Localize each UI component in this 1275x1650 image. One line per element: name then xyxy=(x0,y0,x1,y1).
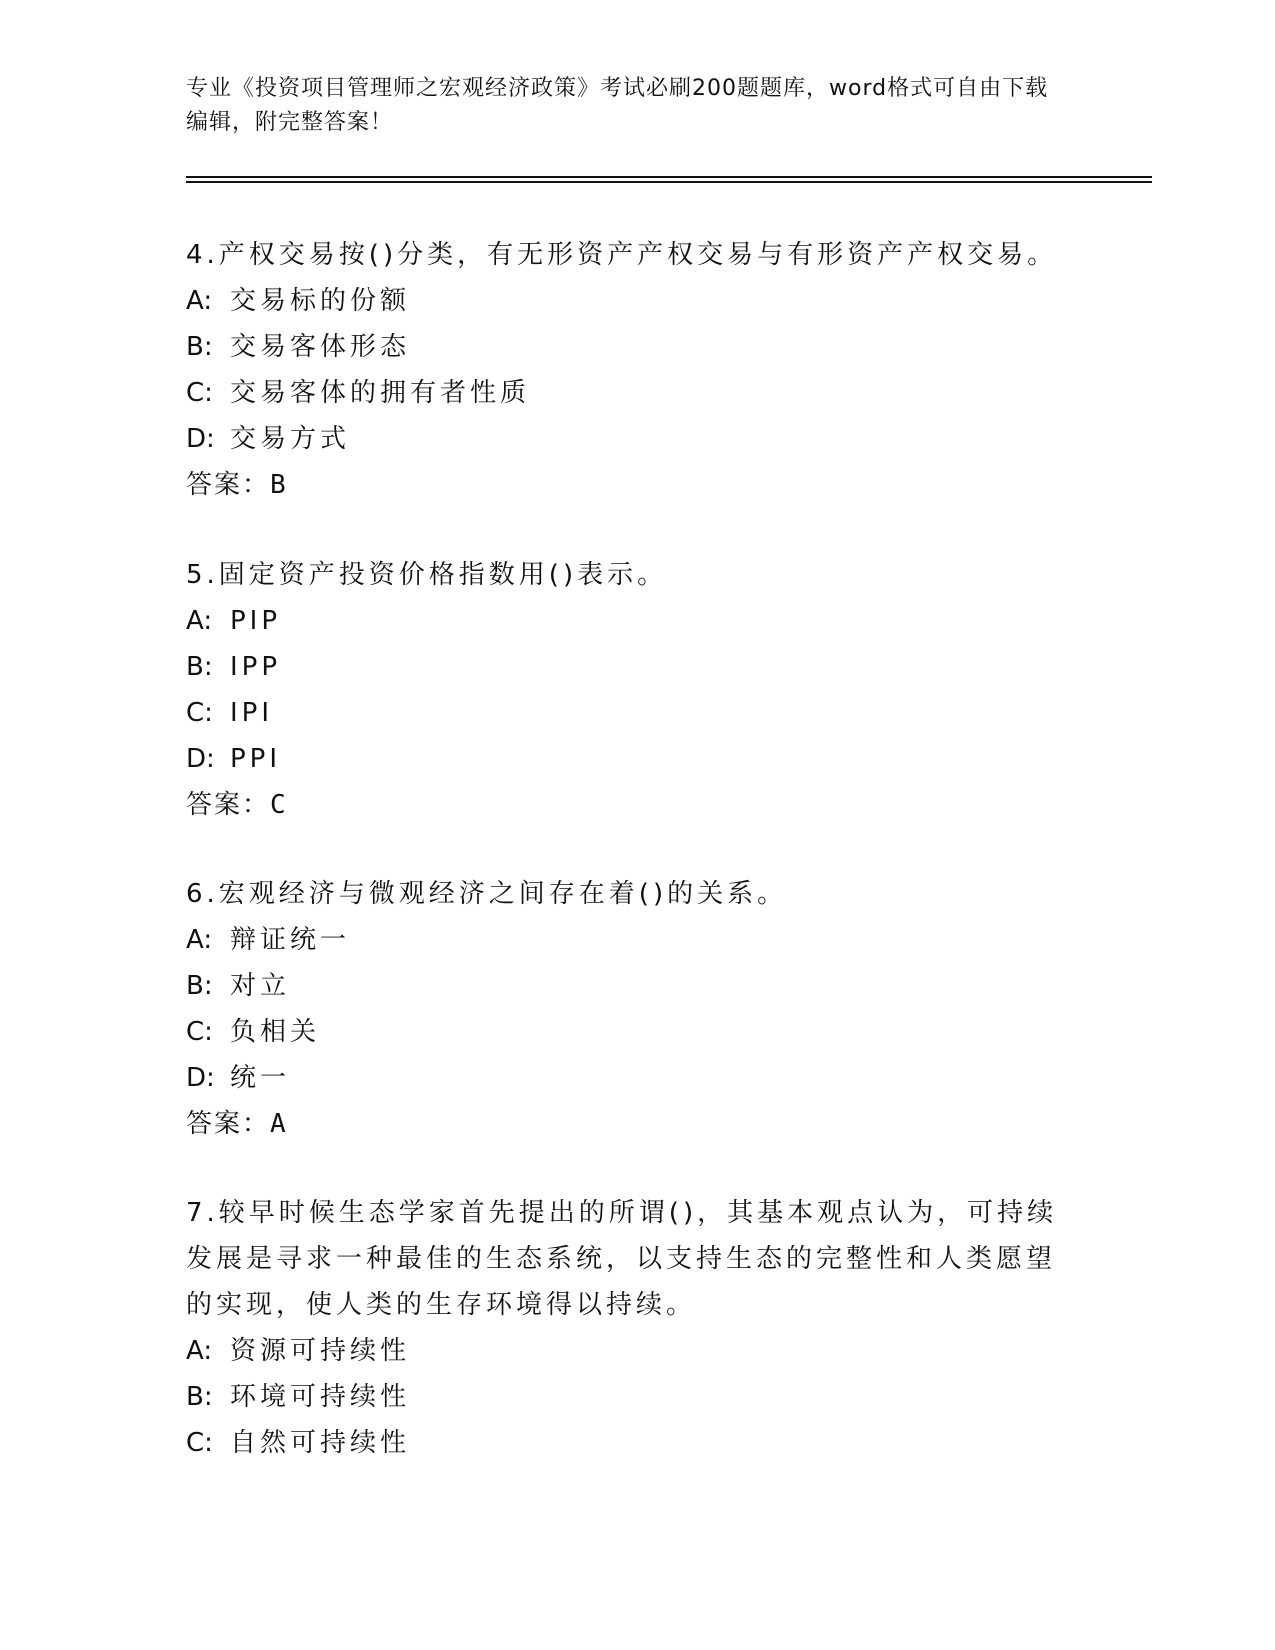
answer-line xyxy=(186,782,1066,828)
option-b xyxy=(186,963,1066,1009)
question-stem: 7.较早时候生态学家首先提出的所谓()，其基本观点认为，可持续发展是寻求一种最佳的生态系统，以支持生态的完整性和人类愿望的实现，使人类的生存环境得以持续。 xyxy=(186,1198,1058,1320)
option-text: 辩证统一 xyxy=(230,925,351,955)
option-d xyxy=(186,1055,1066,1101)
option-key: D: xyxy=(186,424,215,454)
option-text: 交易方式 xyxy=(230,424,351,454)
answer-line xyxy=(186,462,1066,508)
option-a xyxy=(186,598,1066,644)
option-key: B: xyxy=(186,971,213,1001)
answer-value: C xyxy=(270,790,286,820)
answer-label: 答案： xyxy=(186,470,271,500)
option-key: C: xyxy=(186,1428,213,1458)
option-key: C: xyxy=(186,378,213,408)
option-a xyxy=(186,278,1066,324)
option-text: 交易客体形态 xyxy=(230,332,411,362)
question-stem: 6.宏观经济与微观经济之间存在着()的关系。 xyxy=(186,879,788,909)
option-key: A: xyxy=(186,925,213,955)
answer-line xyxy=(186,1101,1066,1147)
option-key: A: xyxy=(186,286,213,316)
option-b xyxy=(186,1374,1066,1420)
option-text: 自然可持续性 xyxy=(230,1428,411,1458)
option-a xyxy=(186,917,1066,963)
header-divider-top xyxy=(186,176,1152,178)
option-key: C: xyxy=(186,698,213,728)
answer-label: 答案： xyxy=(186,1109,271,1139)
option-key: A: xyxy=(186,606,213,636)
option-a xyxy=(186,1328,1066,1374)
option-d xyxy=(186,736,1066,782)
question-4 xyxy=(186,232,1066,508)
answer-label: 答案： xyxy=(186,790,271,820)
option-text: 交易标的份额 xyxy=(230,286,411,316)
question-6 xyxy=(186,871,1066,1147)
option-key: B: xyxy=(186,332,213,362)
question-7 xyxy=(186,1190,1066,1466)
option-text: IPP xyxy=(230,652,282,682)
option-text: 负相关 xyxy=(230,1017,321,1047)
document-header: 专业《投资项目管理师之宏观经济政策》考试必刷200题题库，word格式可自由下载编辑，附完整答案！ xyxy=(186,76,1049,135)
question-stem: 4.产权交易按()分类，有无形资产产权交易与有形资产产权交易。 xyxy=(186,240,1058,270)
header-divider-bottom xyxy=(186,181,1152,183)
option-b xyxy=(186,644,1066,690)
question-5 xyxy=(186,552,1066,828)
option-c xyxy=(186,370,1066,416)
option-c xyxy=(186,1009,1066,1055)
answer-value: B xyxy=(270,470,286,500)
option-text: PPI xyxy=(230,744,282,774)
option-c xyxy=(186,1420,1066,1466)
option-text: 统一 xyxy=(230,1063,291,1093)
option-d xyxy=(186,416,1066,462)
question-stem: 5.固定资产投资价格指数用()表示。 xyxy=(186,560,668,590)
option-key: A: xyxy=(186,1336,213,1366)
option-key: B: xyxy=(186,652,213,682)
option-c xyxy=(186,690,1066,736)
option-key: C: xyxy=(186,1017,213,1047)
answer-value: A xyxy=(270,1109,286,1139)
option-text: 资源可持续性 xyxy=(230,1336,411,1366)
option-text: 交易客体的拥有者性质 xyxy=(230,378,531,408)
option-key: B: xyxy=(186,1382,213,1412)
option-text: IPI xyxy=(230,698,274,728)
option-b xyxy=(186,324,1066,370)
option-text: 对立 xyxy=(230,971,291,1001)
option-text: 环境可持续性 xyxy=(230,1382,411,1412)
option-key: D: xyxy=(186,744,215,774)
option-key: D: xyxy=(186,1063,215,1093)
option-text: PIP xyxy=(230,606,282,636)
